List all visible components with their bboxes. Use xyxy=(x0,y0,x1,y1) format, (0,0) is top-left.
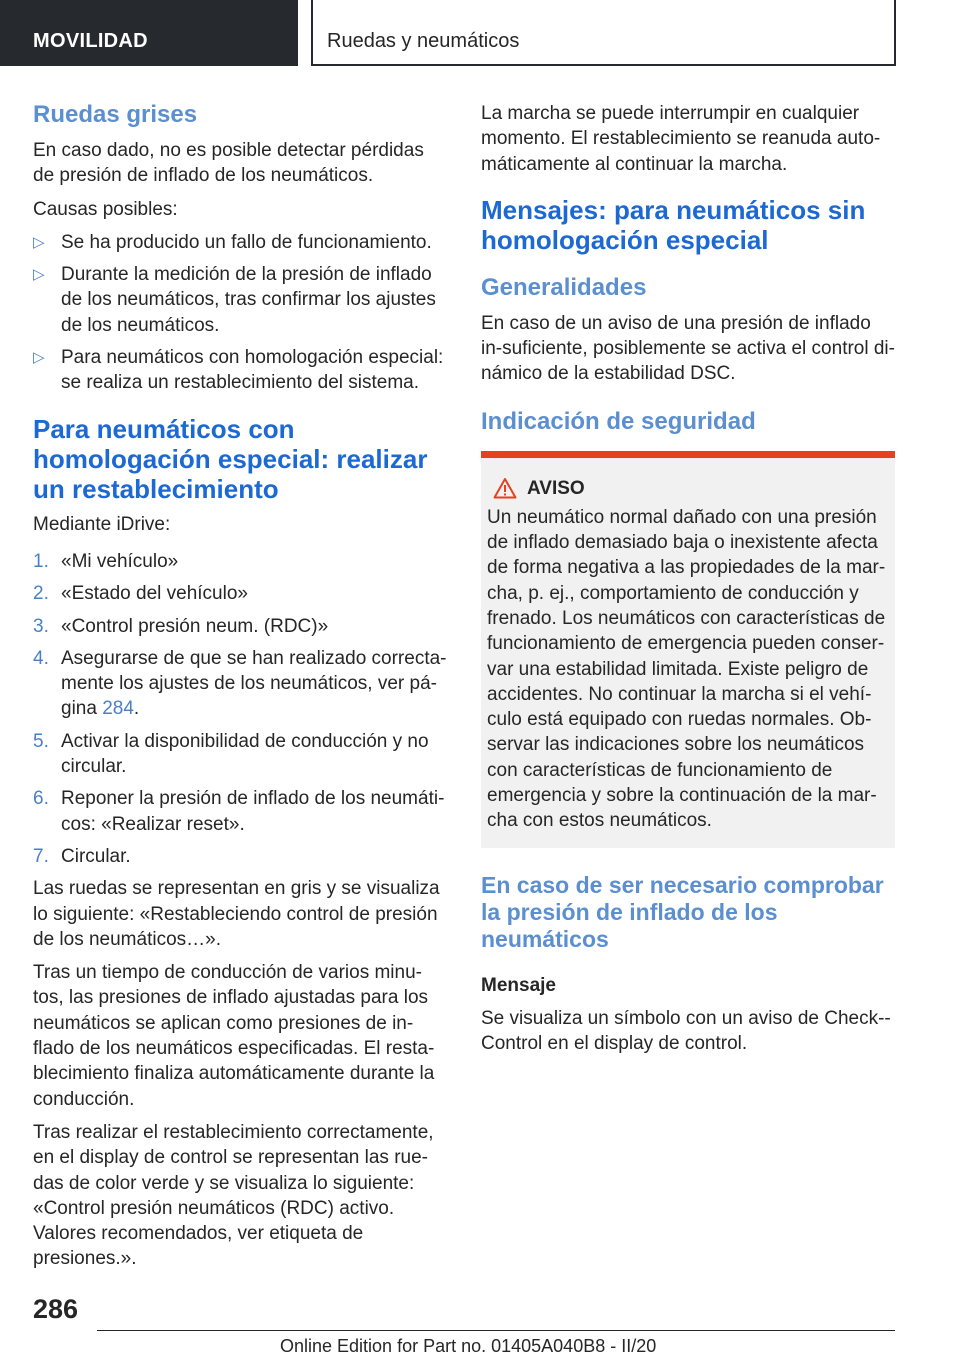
triangle-bullet-icon: ▷ xyxy=(33,266,45,284)
page-header xyxy=(0,0,960,66)
step-item: 1. «Mi vehículo» xyxy=(33,550,179,572)
heading-gray-wheels: Ruedas grises xyxy=(33,101,198,128)
paragraph-gray-shown: Las ruedas se representan en gris y se visualiza lo siguiente: «Restableciendo control de presión de los neumáticos…». xyxy=(33,878,440,950)
steps-list xyxy=(33,549,447,869)
paragraph-after-drive: Tras un tiempo de conducción de varios minu-tos, las presiones de inflado ajustadas para los neumáticos se aplican como presiones de in-flado de los neumáticos especificadas. El resta-blecimiento finaliza automáticamente durante la conducción. xyxy=(33,962,435,1110)
paragraph-message: Se visualiza un símbolo con un aviso de Check--Control en el display de control. xyxy=(481,1007,891,1054)
left-column xyxy=(33,100,447,1280)
step-item: 3. «Control presión neum. (RDC)» xyxy=(33,615,329,637)
step-item: 2. «Estado del vehículo» xyxy=(33,583,248,605)
warning-triangle-icon xyxy=(493,477,517,499)
list-item: ▷ Para neumáticos con homologación especial: se realiza un restablecimiento del sistema. xyxy=(33,347,444,394)
footer-divider xyxy=(97,1330,895,1331)
paragraph-after-reset: Tras realizar el restablecimiento correctamente, en el display de control se representan las rue-das de color verde y se visualiza lo siguiente: «Control presión neumáticos (RDC) activo. Valores recomendados, ver etiqueta de presiones.». xyxy=(33,1121,434,1270)
warning-text: Un neumático normal dañado con una presión de inflado demasiado baja o inexistente afecta de forma negativa a las propiedades de la mar-cha, p. ej., comportamiento de conducción y frenado. Los neumáticos con características de funcionamiento de emergencia pueden conser-var una estabilidad limitada. Existe peligro de accidentes. No continuar la marcha si el vehí-culo está equipado con ruedas normales. Ob-servar las indicaciones sobre los neumáticos con características de funcionamiento de emergencia y sobre la continuación de la mar-cha con estos neumáticos. xyxy=(487,506,886,832)
page-link[interactable]: 284 xyxy=(102,698,134,720)
heading-safety: Indicación de seguridad xyxy=(481,407,756,435)
chapter-title: Ruedas y neumáticos xyxy=(311,0,896,66)
step-item: 7. Circular. xyxy=(33,845,131,867)
causes-list xyxy=(33,230,447,396)
edition-text: Online Edition for Part no. 01405A040B8 - II/20 xyxy=(280,1336,657,1356)
step-item: 4. Asegurarse de que se han realizado correcta-mente los ajustes de los neumáticos, ver pá-gina 284. xyxy=(33,647,447,720)
page-number: 286 xyxy=(33,1294,79,1324)
paragraph-idrive: Mediante iDrive: xyxy=(33,513,171,535)
list-item: ▷ Se ha producido un fallo de funcionamiento. xyxy=(33,230,447,255)
paragraph-general: En caso de un aviso de una presión de inflado in-suficiente, posiblemente se activa el control di-námico de la estabilidad DSC. xyxy=(481,312,895,385)
paragraph-causes: Causas posibles: xyxy=(33,198,178,220)
paragraph-gray-wheels: En caso dado, no es posible detectar pérdidas de presión de inflado de los neumáticos. xyxy=(33,140,424,187)
paragraph-interrupt: La marcha se puede interrumpir en cualquier momento. El restablecimiento se reanuda auto-máticamente al continuar la marcha. xyxy=(481,103,881,175)
triangle-bullet-icon: ▷ xyxy=(33,233,45,251)
right-column xyxy=(481,101,895,1064)
heading-message: Mensaje xyxy=(481,974,556,996)
heading-check-pressure: En caso de ser necesario comprobar la presión de inflado de los neumáticos xyxy=(481,871,884,952)
triangle-bullet-icon: ▷ xyxy=(33,349,45,367)
section-tab: MOVILIDAD xyxy=(0,0,298,66)
warning-title: AVISO xyxy=(527,477,585,499)
step-item: 5. Activar la disponibilidad de conducción y no circular. xyxy=(33,730,429,778)
heading-general: Generalidades xyxy=(481,273,647,301)
list-item: ▷ Durante la medición de la presión de inflado de los neumáticos, tras confirmar los ajustes de los neumáticos. xyxy=(33,264,436,336)
heading-messages: Mensajes: para neumáticos sin homologación especial xyxy=(481,194,866,255)
warning-box xyxy=(481,451,895,848)
step-item: 6. Reponer la presión de inflado de los neumáti-cos: «Realizar reset». xyxy=(33,788,445,835)
heading-reset: Para neumáticos con homologación especial: realizar un restablecimiento xyxy=(33,413,428,504)
warning-header xyxy=(493,476,887,501)
